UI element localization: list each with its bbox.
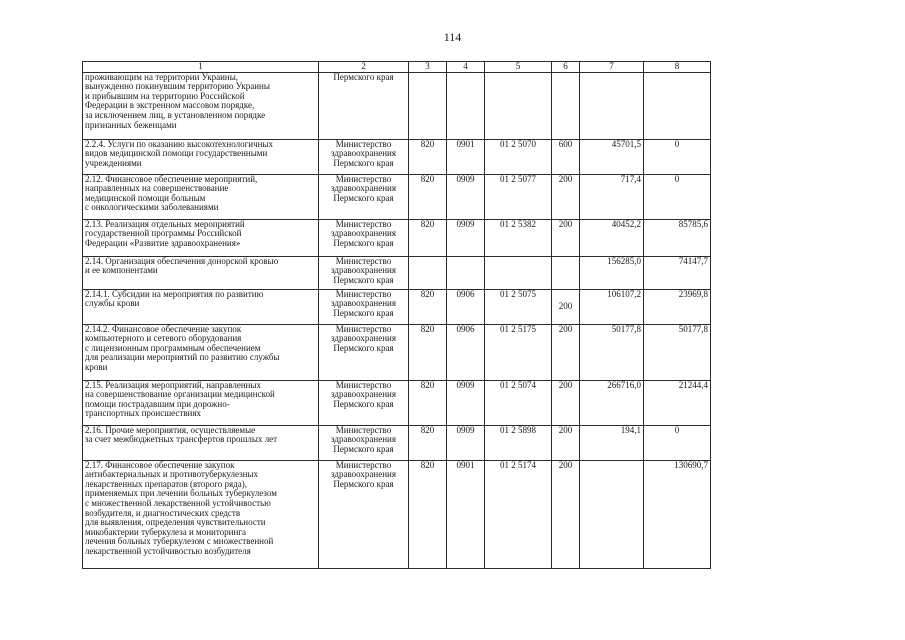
col-header-2: 2 (319, 62, 409, 73)
row-col6 (552, 72, 580, 139)
row-col7 (580, 460, 644, 568)
row-col3: 820 (409, 289, 447, 324)
row-col3: 820 (409, 139, 447, 174)
table-row (83, 139, 711, 174)
row-col4: 0901 (447, 460, 485, 568)
row-col8: 74147,7 (644, 256, 711, 289)
row-department: Министерство здравоохранения Пермского края (319, 139, 409, 174)
table-row (83, 324, 711, 380)
row-col3 (409, 72, 447, 139)
row-col4 (447, 72, 485, 139)
row-col3: 820 (409, 174, 447, 219)
row-department: Министерство здравоохранения Пермского края (319, 219, 409, 256)
row-col5: 01 2 5175 (485, 324, 552, 380)
row-department: Пермского края (319, 72, 409, 139)
col-header-1: 1 (83, 62, 319, 73)
col-header-3: 3 (409, 62, 447, 73)
row-description: 2.14.1. Субсидии на мероприятия по развитию службы крови (83, 289, 319, 324)
row-col6: 200 (552, 460, 580, 568)
row-col6: 200 (552, 324, 580, 380)
row-col8: 0 (644, 139, 711, 174)
row-col6: 200 (552, 289, 580, 324)
row-col8: 50177,8 (644, 324, 711, 380)
row-col8: 21244,4 (644, 380, 711, 425)
row-col3: 820 (409, 460, 447, 568)
row-col4 (447, 256, 485, 289)
row-col3 (409, 256, 447, 289)
row-col5 (485, 72, 552, 139)
row-col5: 01 2 5070 (485, 139, 552, 174)
row-description: 2.14. Организация обеспечения донорской кровью и ее компонентами (83, 256, 319, 289)
row-col6: 200 (552, 219, 580, 256)
row-department: Министерство здравоохранения Пермского края (319, 380, 409, 425)
table-row (83, 72, 711, 139)
row-col6: 600 (552, 139, 580, 174)
row-col7: 194,1 (580, 425, 644, 460)
row-col6: 200 (552, 425, 580, 460)
row-col7: 266716,0 (580, 380, 644, 425)
table-row (83, 174, 711, 219)
row-col4: 0909 (447, 425, 485, 460)
row-col6: 200 (552, 174, 580, 219)
col-header-8: 8 (644, 62, 711, 73)
row-department: Министерство здравоохранения Пермского края (319, 460, 409, 568)
table-row (83, 460, 711, 568)
row-col4: 0909 (447, 219, 485, 256)
row-col8: 85785,6 (644, 219, 711, 256)
row-description: 2.17. Финансовое обеспечение закупок антибактериальных и противотуберкулезных лекарственных препаратов (второго ряда), применяемых при лечении больных туберкулезом с множественной лекарственной устойчивостью возбудителя, и диагностических средств для выявления, определения чувствительности микобактерии туберкулеза и мониторинга лечения больных туберкулезом с множественной лекарственной устойчивостью возбудителя (83, 460, 319, 568)
row-col4: 0909 (447, 174, 485, 219)
row-col5: 01 2 5174 (485, 460, 552, 568)
col-header-6: 6 (552, 62, 580, 73)
col-header-4: 4 (447, 62, 485, 73)
row-description: 2.2.4. Услуги по оказанию высокотехнологичных видов медицинской помощи государственными учреждениями (83, 139, 319, 174)
row-col3: 820 (409, 380, 447, 425)
row-col8: 23969,8 (644, 289, 711, 324)
row-description: 2.12. Финансовое обеспечение мероприятий, направленных на совершенствование медицинской помощи больным с онкологическими заболеваниями (83, 174, 319, 219)
table-row (83, 380, 711, 425)
row-col3: 820 (409, 324, 447, 380)
row-col5: 01 2 5075 (485, 289, 552, 324)
row-col6: 200 (552, 380, 580, 425)
row-col4: 0906 (447, 289, 485, 324)
row-col6 (552, 256, 580, 289)
row-description: 2.14.2. Финансовое обеспечение закупок компьютерного и сетевого оборудования с лицензионным программным обеспечением для реализации мероприятий по развитию службы крови (83, 324, 319, 380)
page-number: 114 (443, 30, 462, 44)
header-row (83, 62, 711, 73)
row-col7: 156285,0 (580, 256, 644, 289)
row-description: 2.16. Прочие мероприятия, осуществляемые за счет межбюджетных трансфертов прошлых лет (83, 425, 319, 460)
budget-table (82, 61, 711, 569)
row-col7 (580, 72, 644, 139)
row-col3: 820 (409, 425, 447, 460)
row-col7: 40452,2 (580, 219, 644, 256)
row-col8: 0 (644, 425, 711, 460)
row-col8 (644, 72, 711, 139)
row-col5: 01 2 5074 (485, 380, 552, 425)
row-department: Министерство здравоохранения Пермского края (319, 256, 409, 289)
col-header-5: 5 (485, 62, 552, 73)
row-col7: 45701,5 (580, 139, 644, 174)
row-col4: 0901 (447, 139, 485, 174)
row-department: Министерство здравоохранения Пермского края (319, 425, 409, 460)
row-col4: 0906 (447, 324, 485, 380)
table-row (83, 256, 711, 289)
row-description: 2.13. Реализация отдельных мероприятий государственной программы Российской Федерации «Развитие здравоохранения» (83, 219, 319, 256)
row-col5 (485, 256, 552, 289)
row-department: Министерство здравоохранения Пермского края (319, 174, 409, 219)
row-col5: 01 2 5898 (485, 425, 552, 460)
row-col7: 717,4 (580, 174, 644, 219)
row-col8: 0 (644, 174, 711, 219)
col-header-7: 7 (580, 62, 644, 73)
row-col3: 820 (409, 219, 447, 256)
row-col5: 01 2 5382 (485, 219, 552, 256)
row-col8: 130690,7 (644, 460, 711, 568)
table-row (83, 425, 711, 460)
row-description: 2.15. Реализация мероприятий, направленных на совершенствование организации медицинской помощи пострадавшим при дорожно- транспортных происшествиях (83, 380, 319, 425)
table-row (83, 289, 711, 324)
table-row (83, 219, 711, 256)
row-department: Министерство здравоохранения Пермского края (319, 324, 409, 380)
row-col5: 01 2 5077 (485, 174, 552, 219)
row-col7: 50177,8 (580, 324, 644, 380)
row-department: Министерство здравоохранения Пермского края (319, 289, 409, 324)
row-description: проживающим на территории Украины, вынужденно покинувшим территорию Украины и прибывшим на территорию Российской Федерации в экстренном массовом порядке, за исключением лиц, в установленном порядке признанных беженцами (83, 72, 319, 139)
row-col7: 106107,2 (580, 289, 644, 324)
row-col4: 0909 (447, 380, 485, 425)
